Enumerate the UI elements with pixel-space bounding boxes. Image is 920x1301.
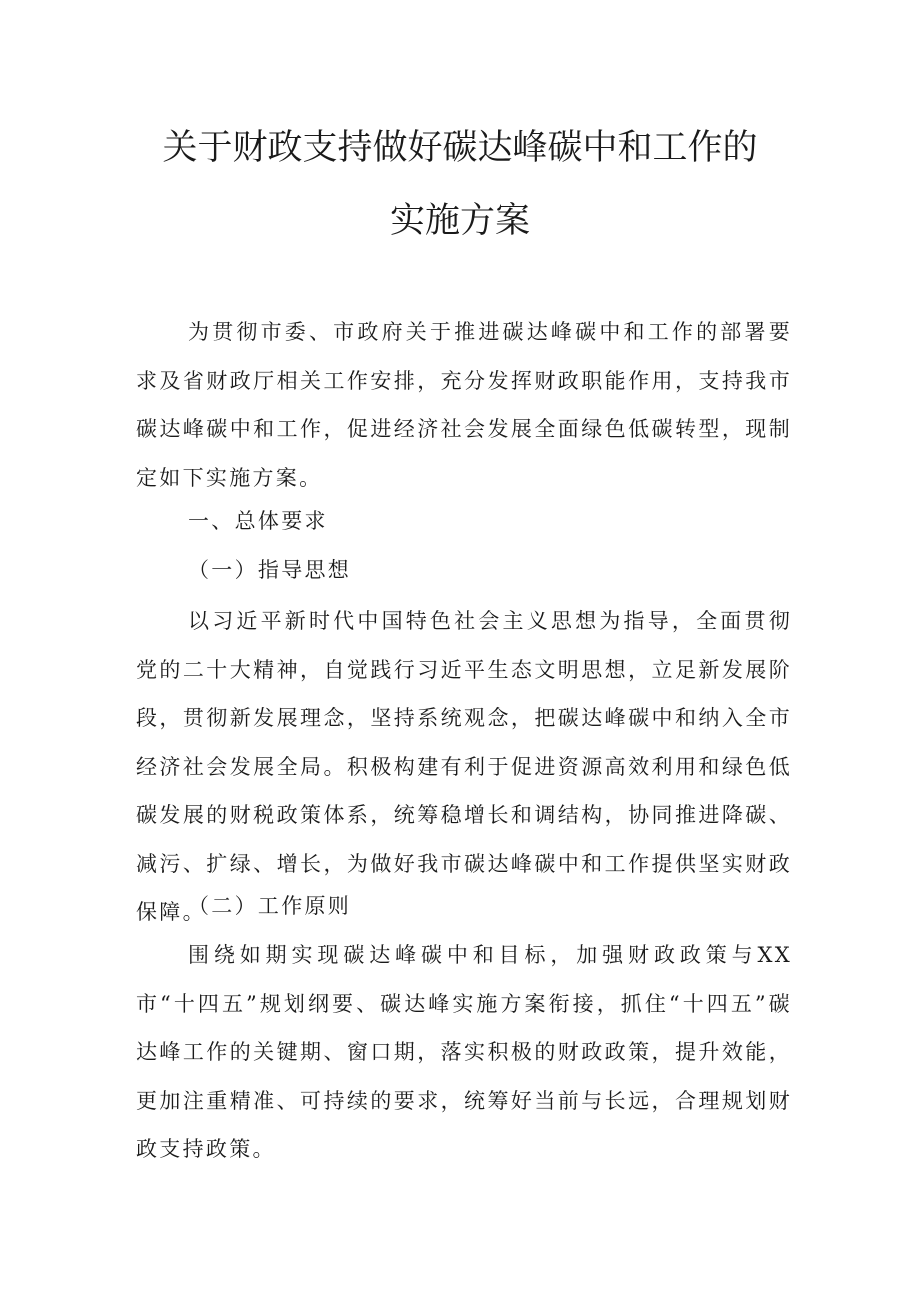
section-heading-general-requirements: 一、总体要求: [188, 509, 328, 533]
guiding-ideology-paragraph: 以习近平新时代中国特色社会主义思想为指导，全面贯彻党的二十大精神，自觉践行习近平生态文明思想，立足新发展阶段，贯彻新发展理念，坚持系统观念，把碳达峰碳中和纳入全市经济社会发展全局。积极构建有利于促进资源高效利用和绿色低碳发展的财税政策体系，统筹稳增长和调结构，协同推进降碳、减污、扩绿、增长，为做好我市碳达峰碳中和工作提供坚实财政保障。: [136, 609, 792, 924]
subsection-heading-working-principles: （二）工作原则: [188, 894, 352, 918]
working-principles-paragraph: 围绕如期实现碳达峰碳中和目标，加强财政政策与XX市“十四五”规划纲要、碳达峰实施方案衔接，抓住“十四五”碳达峰工作的关键期、窗口期，落实积极的财政政策，提升效能，更加注重精准、可持续的要求，统筹好当前与长远，合理规划财政支持政策。: [136, 943, 792, 1161]
document-title-line-2: 实施方案: [389, 201, 530, 241]
subsection-heading-guiding-ideology: （一）指导思想: [188, 558, 352, 582]
document-title-line-1: 关于财政支持做好碳达峰碳中和工作的: [162, 128, 758, 168]
intro-paragraph: 为贯彻市委、市政府关于推进碳达峰碳中和工作的部署要求及省财政厅相关工作安排，充分发挥财政职能作用，支持我市碳达峰碳中和工作，促进经济社会发展全面绿色低碳转型，现制定如下实施方案。: [136, 320, 792, 490]
